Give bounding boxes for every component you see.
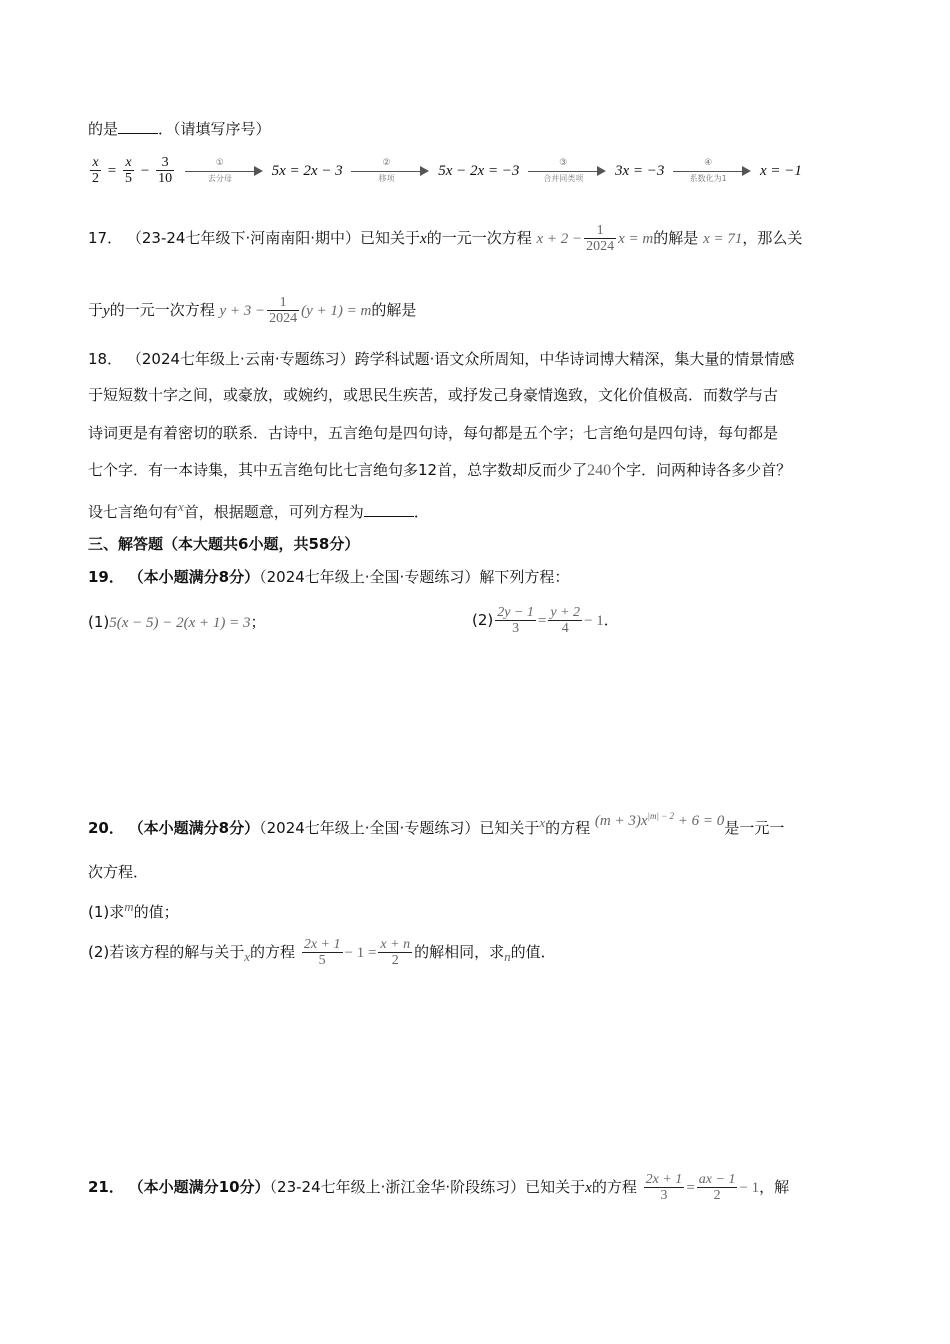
chain-frac-x2: $\frac{x}{2}$ [92, 155, 99, 186]
step-1-arrow: ① 去分母 [185, 157, 263, 185]
q18-var-x: x [178, 499, 184, 514]
q20-p2-b: 的方程 [250, 943, 296, 961]
q20-p2-d: 的值． [510, 943, 556, 961]
q20-part2 [88, 930, 556, 974]
q21-text-a: 已知关于 [525, 1178, 586, 1196]
q20-p2-mid: − 1 = [344, 945, 377, 961]
q18-line5 [88, 497, 429, 522]
q17-eq2-left: y + 3 − [219, 303, 266, 319]
q17-eq-left: x + 2 − [536, 231, 583, 247]
q19-p2-eq: = [537, 613, 547, 629]
q20-p2-frac2: $\frac{x + n}{2}$ [380, 937, 411, 968]
q18-line1 [88, 349, 794, 369]
q19-p2-tail: − 1 [584, 613, 604, 629]
q20-p2-frac1: $\frac{2x + 1}{5}$ [303, 937, 341, 968]
q19-p2-end: ． [603, 611, 619, 629]
q19-source: （2024七年级上·全国·专题练习） [259, 568, 480, 586]
q21-var-x: x [585, 1180, 592, 1196]
q21-tail: − 1 [739, 1180, 760, 1196]
q21-score: （本小题满分10分） [128, 1178, 270, 1196]
q17-text-b: 的一元一次方程 [426, 229, 532, 247]
step-2-result: 5x − 2x = −3 [438, 163, 520, 179]
q18-source: （2024七年级上·云南·专题练习） [126, 350, 355, 368]
chain-minus: − [140, 163, 150, 179]
q17-text-d: ，那么关 [742, 229, 803, 247]
q16-blank [118, 119, 158, 134]
step-4-arrow: ④ 系数化为1 [673, 157, 751, 185]
q17-number: 17． [88, 229, 123, 247]
q16-after-blank: ．（请填写序号） [158, 120, 271, 138]
q19-part1 [88, 612, 266, 633]
step-4-result: x = −1 [759, 163, 802, 179]
q18-text-5b: 首，根据题意，可列方程为 [183, 503, 364, 521]
q19-p1-label: (1) [88, 613, 110, 631]
q17-line2-b: 的一元一次方程 [109, 301, 215, 319]
q17-frac2: $\frac{1}{2024}$ [269, 295, 298, 326]
q17-frac: $\frac{1}{2024}$ [586, 223, 615, 254]
q20-number: 20． [88, 819, 124, 837]
q21-eq: = [686, 1180, 695, 1196]
q19-line1 [88, 567, 569, 587]
step-3-result: 3x = −3 [615, 163, 665, 179]
q18-number-240: 240 [587, 462, 612, 479]
q20-text-a: 已知关于 [479, 819, 540, 837]
q20-text-b: 的方程 [545, 819, 591, 837]
q20-equation: $(m + 3)x^{|m| - 2} + 6 = 0$ [594, 811, 725, 829]
q21-text-c: ，解 [759, 1178, 790, 1196]
q19-p2-label: (2) [472, 611, 494, 629]
q19-number: 19． [88, 568, 124, 586]
q20-p2-var-x: x [244, 949, 251, 964]
q21-text-b: 的方程 [591, 1178, 637, 1196]
q19-part2 [472, 598, 619, 642]
q20-var-x: x [539, 815, 546, 830]
q17-text-a: 已知关于 [360, 229, 421, 247]
q16-tail-line [88, 119, 271, 139]
q20-score: （本小题满分8分） [128, 819, 260, 837]
chain-eq: = [107, 163, 117, 179]
q20-part1 [88, 897, 179, 922]
q17-solution: x = 71 [703, 231, 743, 247]
q17-eq-right: x = m [618, 231, 654, 247]
q16-chain [88, 152, 802, 188]
q17-line2-c: 的解是 [371, 301, 417, 319]
q17-var-y: y [103, 303, 110, 319]
q18-text-4b: 个字．问两种诗各多少首？ [611, 461, 792, 479]
q18-text-4a: 七个字．有一本诗集，其中五言绝句比七言绝句多12首，总字数却反而少了 [88, 461, 588, 479]
q18-text-5c: ． [413, 503, 429, 521]
q20-p2-c: 的解相同，求 [414, 943, 505, 961]
q17-text-c: 的解是 [653, 229, 699, 247]
step-3-arrow: ③ 合并同类项 [528, 157, 606, 185]
q18-text-5a: 设七言绝句有 [88, 503, 179, 521]
q21-line1 [88, 1165, 789, 1209]
q19-p1-equation: 5(x − 5) − 2(x + 1) = 3 [109, 615, 251, 631]
q17-line2-a: 于 [88, 301, 104, 319]
step-2-arrow: ② 移项 [351, 157, 429, 185]
q17-line1 [88, 220, 802, 256]
q19-p2-frac1: $\frac{2y - 1}{3}$ [497, 605, 534, 636]
section-3-title: 三、解答题（本大题共6小题，共58分） [88, 535, 360, 553]
q20-text-2: 次方程． [88, 863, 149, 881]
q20-text-c: 是一元一 [724, 819, 785, 837]
q17-var-x: x [420, 231, 427, 247]
q17-source: （23-24七年级下·河南南阳·期中） [126, 229, 360, 247]
chain-frac-x5: $\frac{x}{5}$ [125, 155, 133, 186]
q19-p1-end: ； [250, 613, 266, 631]
q20-p1-b: 的值； [133, 903, 179, 921]
q20-source: （2024七年级上·全国·专题练习） [259, 819, 480, 837]
q18-blank [364, 502, 414, 517]
q20-p1-a: (1)求 [88, 903, 125, 921]
chain-frac-3-10: $\frac{3}{10}$ [158, 155, 173, 186]
q21-number: 21． [88, 1178, 124, 1196]
q20-line1 [88, 808, 784, 838]
q20-p2-a: (2)若该方程的解与关于 [88, 943, 245, 961]
q18-text-3: 诗词更是有着密切的联系．古诗中，五言绝句是四句诗，每句都是五个字；七言绝句是四句诗，每句都是 [88, 424, 779, 442]
q18-text-2: 于短短数十字之间，或豪放，或婉约，或思民生疾苦，或抒发己身豪情逸致，文化价值极高．而数学与古 [88, 386, 779, 404]
q19-text: 解下列方程： [479, 568, 570, 586]
q21-source: （23-24七年级上·浙江金华·阶段练习） [269, 1178, 526, 1196]
q21-frac2: $\frac{ax - 1}{2}$ [698, 1172, 736, 1203]
q19-score: （本小题满分8分） [128, 568, 260, 586]
q17-eq2-right: (y + 1) = m [301, 303, 372, 319]
step-1-result: 5x = 2x − 3 [271, 163, 343, 179]
q20-p2-var-n: n [504, 949, 511, 964]
q17-line2 [88, 292, 416, 328]
q21-frac1: $\frac{2x + 1}{3}$ [645, 1172, 683, 1203]
q19-p2-frac2: $\frac{y + 2}{4}$ [550, 605, 581, 636]
q20-p1-var-m: m [124, 899, 134, 914]
q18-line4 [88, 460, 791, 481]
q18-text-1: 跨学科试题·语文众所周知，中华诗词博大精深，集大量的情景情感 [354, 350, 795, 368]
q16-text: 的是 [88, 120, 119, 138]
q18-number: 18． [88, 350, 123, 368]
